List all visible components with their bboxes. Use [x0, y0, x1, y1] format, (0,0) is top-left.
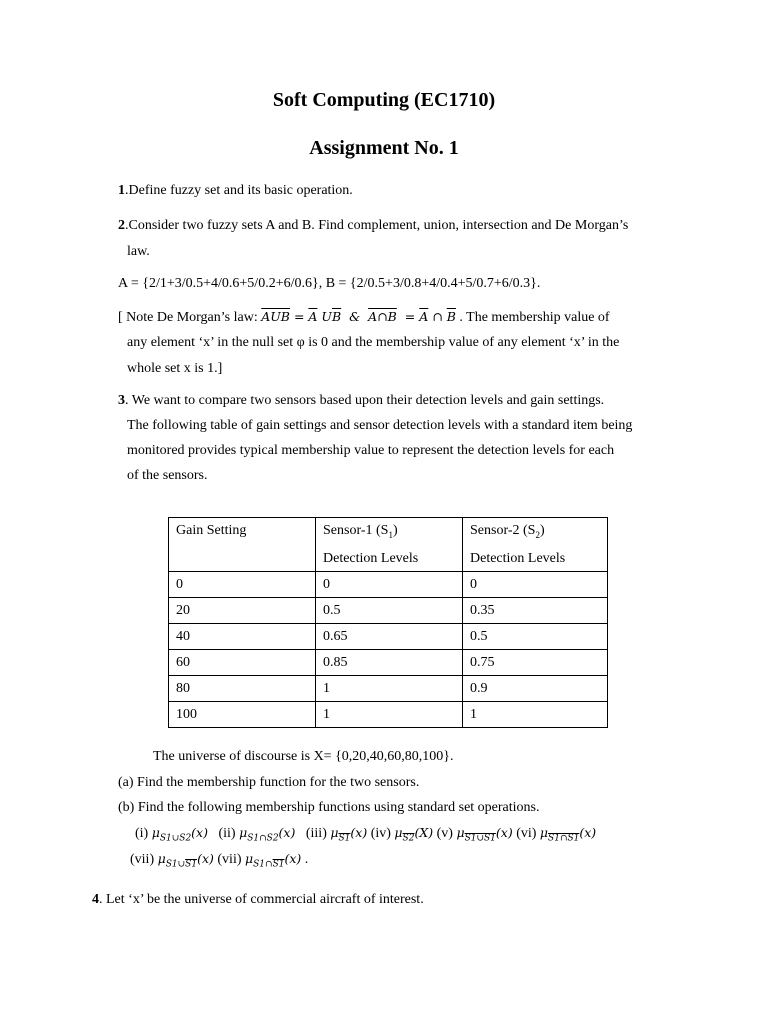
- table-cell: 0.35: [463, 597, 608, 623]
- table-cell: 60: [169, 649, 316, 675]
- part-a: (a) Find the membership function for the two sensors.: [118, 775, 420, 790]
- sensor-table: [168, 517, 608, 728]
- table-cell: 0: [169, 571, 316, 597]
- table-cell: 0: [316, 571, 463, 597]
- header-sensor-2: Sensor-2 $(S_2)$ Detection Levels: [463, 518, 608, 572]
- operations-list-line-2: (vii) $\mu_{S1\cup S1}(x)$ (vii) $\mu_{S1\cap S1}(x)$ .: [130, 851, 309, 870]
- table-row: [169, 649, 608, 675]
- course-title: Soft Computing (EC1710): [272, 89, 496, 111]
- table-cell: 40: [169, 623, 316, 649]
- table-row: [169, 675, 608, 701]
- question-2: [118, 217, 628, 235]
- table-row: [169, 623, 608, 649]
- question-4: [92, 891, 424, 909]
- table-cell: 100: [169, 701, 316, 727]
- question-3-line-1: . We want to compare two sensors based upon their detection levels and gain settings.: [125, 393, 605, 408]
- note-line-3: whole set x is 1.]: [127, 361, 223, 376]
- table-cell: 0.5: [463, 623, 608, 649]
- table-row: [169, 597, 608, 623]
- question-3-line-4: of the sensors.: [127, 468, 208, 483]
- table-row: [169, 701, 608, 727]
- universe-of-discourse: The universe of discourse is X= {0,20,40,60,80,100}.: [153, 749, 454, 764]
- table-cell: 0.9: [463, 675, 608, 701]
- table-cell: 80: [169, 675, 316, 701]
- table-row: [169, 571, 608, 597]
- question-2-line-2: law.: [127, 244, 150, 259]
- question-4-number: 4: [92, 892, 99, 907]
- table-cell: 0: [463, 571, 608, 597]
- question-2-line-1: .Consider two fuzzy sets A and B. Find complement, union, intersection and De Morgan’s: [125, 218, 629, 233]
- table-header-row: [169, 518, 608, 572]
- question-3-line-3: monitored provides typical membership value to represent the detection levels for each: [127, 443, 615, 458]
- question-2-number: 2: [118, 218, 125, 233]
- table-cell: 1: [316, 701, 463, 727]
- fuzzy-sets-definition: A = {2/1+3/0.5+4/0.6+5/0.2+6/0.6}, B = {2/0.5+3/0.8+4/0.4+5/0.7+6/0.3}.: [118, 276, 541, 291]
- question-1: [118, 182, 353, 200]
- note-prefix: [ Note De Morgan’s law:: [118, 310, 262, 325]
- table-cell: 0.85: [316, 649, 463, 675]
- table-cell: 1: [316, 675, 463, 701]
- operations-list-line-1: (i) $\mu_{S1\cup S2}(x)$ (ii) $\mu_{S1\cap S2}(x)$ (iii) $\mu_{S1}(x)$ (iv) $\mu_{S2}(X)$ (v) $\mu_{S1\cup S1}(x)$ (vi) $\mu_{S1\cap S1}(x)$: [135, 825, 597, 844]
- header-gain-setting: Gain Setting: [169, 518, 316, 572]
- question-3-line-2: The following table of gain settings and sensor detection levels with a standard item being: [127, 418, 633, 433]
- de-morgan-note: [118, 308, 610, 327]
- question-1-text: .Define fuzzy set and its basic operation.: [125, 183, 353, 198]
- de-morgan-formula: $\overline{AUB} = \overline{A}$ $U\overline{B}$ & A∩B = $\overline{A}$ ∩ $\overline{B}$: [261, 309, 456, 324]
- table-cell: 20: [169, 597, 316, 623]
- note-line-2: any element ‘x’ in the null set φ is 0 and the membership value of any element ‘x’ in the: [127, 335, 620, 350]
- part-b: (b) Find the following membership functions using standard set operations.: [118, 800, 540, 815]
- assignment-title: Assignment No. 1: [309, 137, 459, 159]
- question-3-number: 3: [118, 393, 125, 408]
- table-cell: 0.75: [463, 649, 608, 675]
- table-cell: 0.5: [316, 597, 463, 623]
- note-suffix: . The membership value of: [459, 310, 610, 325]
- question-4-text: . Let ‘x’ be the universe of commercial aircraft of interest.: [99, 892, 424, 907]
- question-1-number: 1: [118, 183, 125, 198]
- table-cell: 0.65: [316, 623, 463, 649]
- question-3: [118, 392, 604, 410]
- table-cell: 1: [463, 701, 608, 727]
- header-sensor-1: Sensor-1 $(S_1)$ Detection Levels: [316, 518, 463, 572]
